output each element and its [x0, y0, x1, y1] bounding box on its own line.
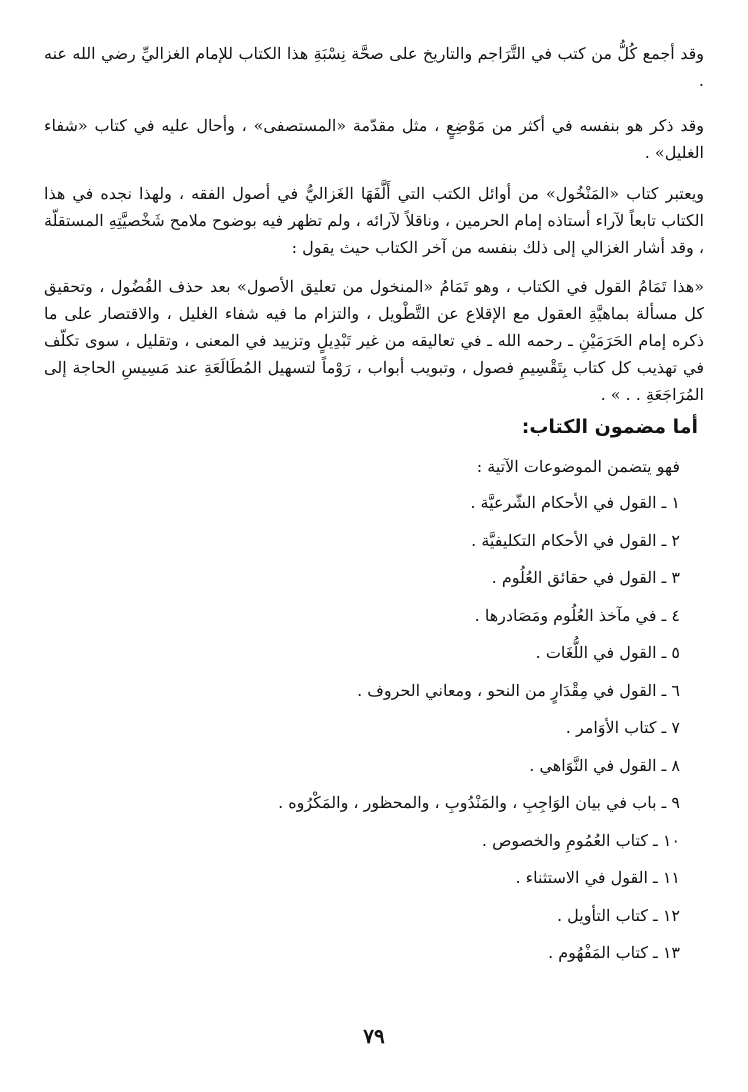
page-number: ٧٩: [363, 1024, 385, 1048]
topics-intro: فهو يتضمن الموضوعات الآتية :: [476, 457, 680, 476]
paragraph-early-work: ويعتبر كتاب «المَنْخُول» من أوائل الكتب التي أَلَّفَهَا الغَزاليُّ في أصول الفقه ، ولهذا نجده في هذا الكتاب تابعاً لآراء أستاذه إمام الحرمين ، وناقلاً لآرائه ، ولم تظهر فيه بوضوح ملامح شَخْصيَّتِهِ المستقلّة ، وقد أشار الغزالي إلى ذلك بنفسه من آخر الكتاب حيث يقول :: [44, 184, 704, 257]
paragraph-quotation: «هذا تَمَامُ القول في الكتاب ، وهو تَمَامُ «المنخول من تعليق الأصول» بعد حذف الفُضُول ، وتحقيق كل مسألة بماهيَّةِ العقول مع الإقلاع عن التَّطْويل ، والتزام ما فيه شفاء الغليل ، والاقتصار على ما ذكره إمام الحَرَمَيْنِ ـ رحمه الله ـ في تعاليقه من غير تَبْدِيلٍ وتزييد في المعنى ، وتقليل ، سوى تكلّف في تهذيب كل كتاب بِتَقْسِيمِ فصول ، وتبويب أبواب ، رَوْماً لتسهيل المُطَالَعَةِ عند مَسِيسِ الحاجة إلى المُرَاجَعَةِ . . » .: [44, 277, 705, 404]
list-item: ٧ ـ كتاب الأوَامر .: [565, 718, 680, 737]
list-item: ٢ ـ القول في الأحكام التكليفيَّة .: [471, 530, 680, 550]
list-item: ٨ ـ القول في النَّوَاهي .: [529, 755, 680, 775]
topics-list: [44, 490, 704, 978]
paragraph-attribution: وقد أجمع كُلُّ من كتب في التَّرَاجم والتاريخ على صحَّة نِسْبَةِ هذا الكتاب للإمام الغزاليِّ رضي الله عنه .: [44, 44, 704, 90]
list-item: ٦ ـ القول في مِقْدَارٍ من النحو ، ومعاني الحروف .: [357, 680, 680, 700]
section-heading: أما مضمون الكتاب:: [521, 416, 698, 438]
list-item: ١١ ـ القول في الاستثناء .: [515, 868, 680, 887]
list-item: ١٣ ـ كتاب المَفْهُوم .: [548, 943, 680, 962]
list-item: ١٠ ـ كتاب العُمُومِ والخصوص .: [481, 830, 680, 850]
paragraph-self-reference: وقد ذكر هو بنفسه في أكثر من مَوْضِعٍ ، مثل مقدّمة «المستصفى» ، وأحال عليه في كتاب «شفاء الغليل» .: [44, 116, 704, 162]
list-item: ٩ ـ باب في بيان الوَاجِبِ ، والمَنْدُوبِ ، والمحظور ، والمَكْرُوه .: [278, 793, 680, 812]
list-item: ٣ ـ القول في حقائق العُلُوم .: [491, 568, 680, 587]
list-item: ١٢ ـ كتاب التأويل .: [556, 905, 680, 925]
list-item: ٥ ـ القول في اللُّغَات .: [535, 643, 680, 662]
list-item: ١ ـ القول في الأحكام الشّرعيَّة .: [470, 493, 680, 512]
list-item: ٤ ـ في مآخذ العُلُوم ومَصَادرها .: [474, 605, 680, 625]
